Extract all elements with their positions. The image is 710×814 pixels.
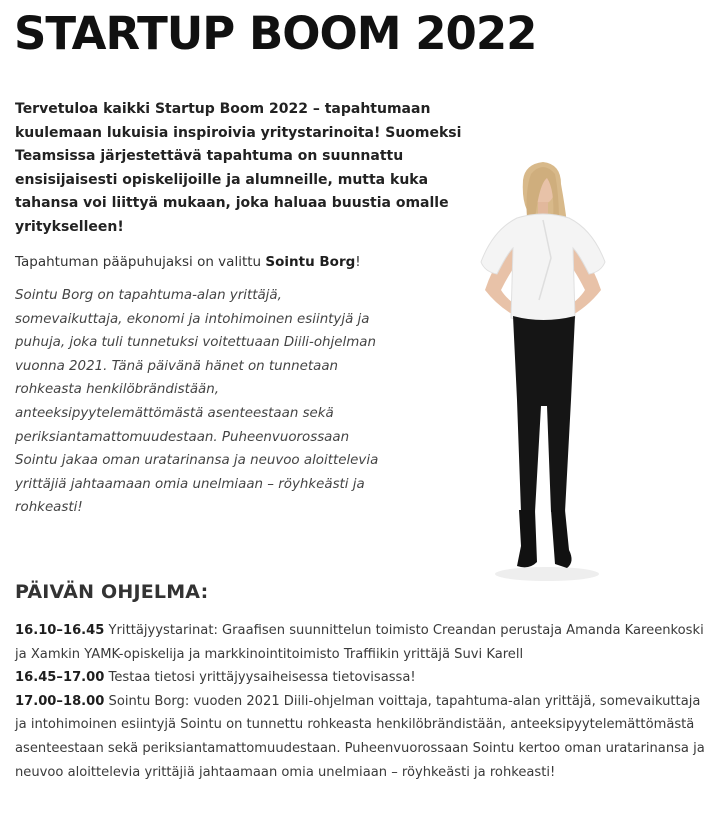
program-time: 16.45–17.00 (15, 670, 105, 686)
speaker-prefix: Tapahtuman pääpuhujaksi on valittu (15, 254, 266, 270)
photo-shadow (495, 567, 599, 581)
program-item (15, 690, 705, 784)
shirt-body (481, 214, 605, 322)
trousers (513, 316, 575, 512)
program-title: PÄIVÄN OHJELMA: (15, 581, 209, 603)
neck (538, 202, 548, 214)
right-shoe (551, 510, 572, 568)
program-item (15, 619, 705, 666)
program-list (15, 619, 705, 784)
program-time: 16.10–16.45 (15, 623, 105, 638)
program-description: Testaa tietosi yrittäjyysaiheisessa tietovisassa! (104, 670, 416, 686)
program-description: Yrittäjyystarinat: Graafisen suunnittelun toimisto Creandan perustaja Amanda Kareenkoski ja Xamkin YAMK-opiskelija ja markkinointitoimisto Traffiikin yrittäjä Suvi Karell (15, 623, 704, 662)
speaker-bio: Sointu Borg on tapahtuma-alan yrittäjä, somevaikuttaja, ekonomi ja intohimoinen esiintyjä ja puhuja, joka tuli tunnetuksi voitettuaan Diili-ohjelman vuonna 2021. Tänä päivänä hänet on tunnetaan rohkeasta henkilöbrändistään, anteeksipyytelemättömästä asenteestaan sekä periksiantamattomuudestaan. Puheenvuorossaan Sointu jakaa oman uratarinansa ja neuvoo aloittelevia yrittäjiä jahtaamaan omia unelmiaan – röyhkeästi ja rohkeasti! (15, 288, 379, 516)
program-time: 17.00–18.00 (15, 693, 105, 709)
left-shoe (517, 510, 537, 567)
speaker-name: Sointu Borg (265, 254, 356, 270)
speaker-photo (455, 150, 625, 590)
page-title: STARTUP BOOM 2022 (14, 7, 537, 60)
program-description: Sointu Borg: vuoden 2021 Diili-ohjelman voittaja, tapahtuma-alan yrittäjä, somevaikuttaja ja intohimoinen esiintyjä Sointu on tunnettu rohkeasta henkilöbrändistään, anteeksipyytelemättömästä asenteestaan sekä periksiantamattomuudestaan. Puheenvuorossaan Sointu kertoo oman uratarinansa ja neuvoo aloittelevia yrittäjiä jahtaamaan omia unelmiaan – röyhkeästi ja rohkeasti! (15, 693, 705, 780)
main-speaker-line (15, 251, 361, 273)
speaker-suffix: ! (355, 254, 361, 270)
program-item (15, 666, 705, 690)
intro-paragraph: Tervetuloa kaikki Startup Boom 2022 – tapahtumaan kuulemaan lukuisia inspiroivia yritystarinoita! Suomeksi Teamsissa järjestettävä tapahtuma on suunnattu ensisijaisesti opiskelijoille ja alumneille, mutta kuka tahansa voi liittyä mukaan, joka haluaa buustia omalle yritykselleen! (15, 101, 462, 235)
